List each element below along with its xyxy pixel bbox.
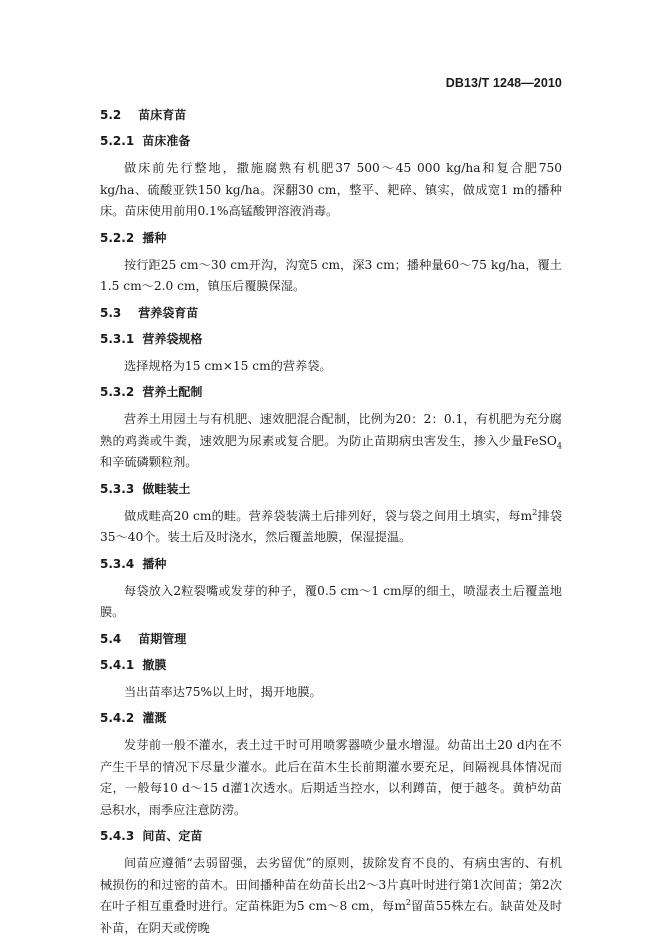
paragraph-5-3-1: 选择规格为15 cm×15 cm的营养袋。 [124, 358, 332, 373]
section-heading-5-4-2 [100, 709, 562, 727]
section-number: 5.2.1 [100, 134, 135, 148]
section-number: 5.3.1 [100, 331, 135, 346]
paragraph-5-4-1: 当出苗率达75%以上时，揭开地膜。 [124, 684, 322, 699]
section-number: 5.4 [100, 631, 122, 646]
section-title: 做畦装土 [142, 481, 191, 496]
section-title: 营养袋育苗 [138, 305, 199, 320]
paragraph-5-3-2 [100, 409, 562, 474]
subscript: 4 [556, 440, 562, 450]
paragraph-text: 营养土用园土与有机肥、速效肥混合配制，比例为20：2：0.1，有机肥为充分腐熟的鸡粪或牛粪，速效肥为尿素或复合肥。为防止苗期病虫害发生，掺入少量FeSO [100, 412, 562, 448]
paragraph-text: 留苗55株左右。缺苗处及时补苗，在阴天或傍晚 [100, 899, 563, 935]
section-title: 间苗、定苗 [142, 829, 203, 843]
section-heading-5-3-3 [100, 480, 562, 498]
paragraph-5-3-4: 每袋放入2粒裂嘴或发芽的种子，覆0.5 cm～1 cm厚的细土，喷湿表土后覆盖地膜。 [100, 583, 562, 619]
section-heading-5-3-4 [100, 555, 562, 573]
paragraph-5-4-2: 发芽前一般不灌水，表土过干时可用喷雾器喷少量水增湿。幼苗出土20 d内在不产生干旱的情况下尽量少灌水。此后在苗木生长前期灌水要充足，间隔视具体情况而定，一般每10 d～15 d灌1次透水。后期适当控水，以利蹲苗，便于越冬。黄栌幼苗忌积水，雨季应注意防涝。 [100, 738, 562, 817]
section-number: 5.3 [100, 305, 122, 320]
section-heading-5-2 [100, 106, 562, 124]
superscript: 2 [405, 897, 411, 907]
section-title: 播种 [142, 230, 167, 245]
section-heading-5-4 [100, 630, 562, 648]
section-number: 5.4.1 [100, 657, 135, 672]
section-number: 5.3.2 [100, 385, 135, 399]
section-heading-5-3-1 [100, 330, 562, 348]
section-number: 5.3.4 [100, 556, 135, 571]
section-title: 撤膜 [142, 657, 167, 672]
section-heading-5-2-2 [100, 229, 562, 247]
paragraph-text: 和辛硫磷颗粒剂。 [100, 455, 198, 469]
paragraph-5-2-1: 做床前先行整地，撒施腐熟有机肥37 500～45 000 kg/ha和复合肥750 kg/ha、硫酸亚铁150 kg/ha。深翻30 cm，整平、耙碎、镇实，做成宽1 m的播种床。苗床使用前用0.1%高锰酸钾溶液消毒。 [100, 161, 562, 218]
paragraph-text: 间苗应遵循“去弱留强，去劣留优”的原则，拔除发育不良的、有病虫害的、有机械损伤的和过密的苗木。田间播种苗在幼苗长出2～3片真叶时进行第1次间苗；第2次在叶子相互重叠时进行。定苗株距为5 cm～8 cm，每m [100, 856, 562, 913]
section-number: 5.4.2 [100, 711, 135, 725]
section-title: 播种 [142, 556, 167, 571]
section-title: 营养袋规格 [142, 331, 203, 346]
section-title: 苗床准备 [142, 134, 191, 148]
section-heading-5-3 [100, 304, 562, 322]
section-title: 苗床育苗 [138, 108, 187, 122]
paragraph-5-2-2: 按行距25 cm～30 cm开沟，沟宽5 cm，深3 cm；播种量60～75 kg/ha，覆土1.5 cm～2.0 cm，镇压后覆膜保湿。 [100, 257, 562, 293]
paragraph-5-3-3 [100, 506, 562, 549]
paragraph-text: 做成畦高20 cm的畦。营养袋装满土后排列好，袋与袋之间用土填实，每m [124, 508, 533, 523]
section-heading-5-2-1 [100, 132, 562, 150]
paragraph-text: 排袋35～40个。装土后及时浇水，然后覆盖地膜，保湿提温。 [100, 508, 563, 544]
paragraph-5-4-3 [100, 853, 562, 939]
section-heading-5-4-3 [100, 827, 562, 845]
section-heading-5-4-1 [100, 656, 562, 674]
section-number: 5.3.3 [100, 481, 135, 496]
section-title: 营养土配制 [142, 385, 203, 399]
section-number: 5.2.2 [100, 230, 135, 245]
document-code: DB13/T 1248—2010 [445, 76, 562, 90]
section-title: 苗期管理 [138, 631, 187, 646]
section-number: 5.2 [100, 108, 122, 122]
section-number: 5.4.3 [100, 829, 135, 843]
document-body [100, 100, 562, 943]
superscript: 2 [532, 507, 538, 517]
section-title: 灌溉 [142, 711, 167, 725]
section-heading-5-3-2 [100, 383, 562, 401]
